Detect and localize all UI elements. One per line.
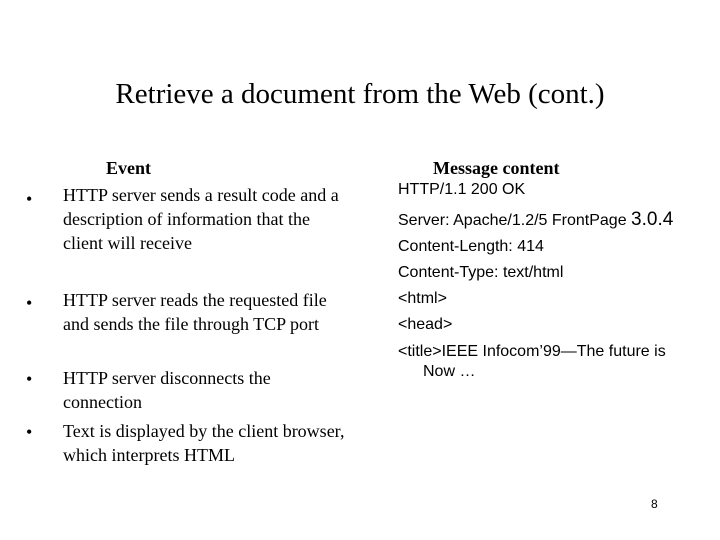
event-item: HTTP server reads the requested file and sends the file through TCP port: [63, 290, 327, 334]
message-column-heading: Message content: [433, 158, 560, 178]
bullet-marker: •: [26, 369, 33, 389]
message-line: <title>IEEE Infocom’99—The future is: [398, 343, 666, 360]
message-line: Content-Length: 414: [398, 238, 544, 255]
message-line: HTTP/1.1 200 OK: [398, 181, 526, 198]
slide-title: Retrieve a document from the Web (cont.): [115, 78, 605, 110]
bullet-marker: •: [26, 189, 33, 209]
event-column-heading: Event: [106, 158, 151, 178]
message-line: <head>: [398, 316, 453, 333]
message-line: Content-Type: text/html: [398, 264, 564, 281]
event-item: HTTP server sends a result code and a description of information that the client will receive: [63, 185, 339, 253]
bullet-marker: •: [26, 293, 33, 313]
message-line: [398, 209, 673, 231]
page-number: 8: [651, 497, 658, 511]
message-line-text: Server: Apache/1.2/5 FrontPage: [398, 212, 627, 229]
event-item: HTTP server disconnects the connection: [63, 368, 271, 412]
message-line: <html>: [398, 290, 447, 307]
message-line-version: 3.0.4: [631, 209, 674, 230]
bullet-marker: •: [26, 422, 33, 442]
event-item: Text is displayed by the client browser, which interprets HTML: [63, 421, 345, 465]
message-line: Now …: [423, 363, 476, 380]
